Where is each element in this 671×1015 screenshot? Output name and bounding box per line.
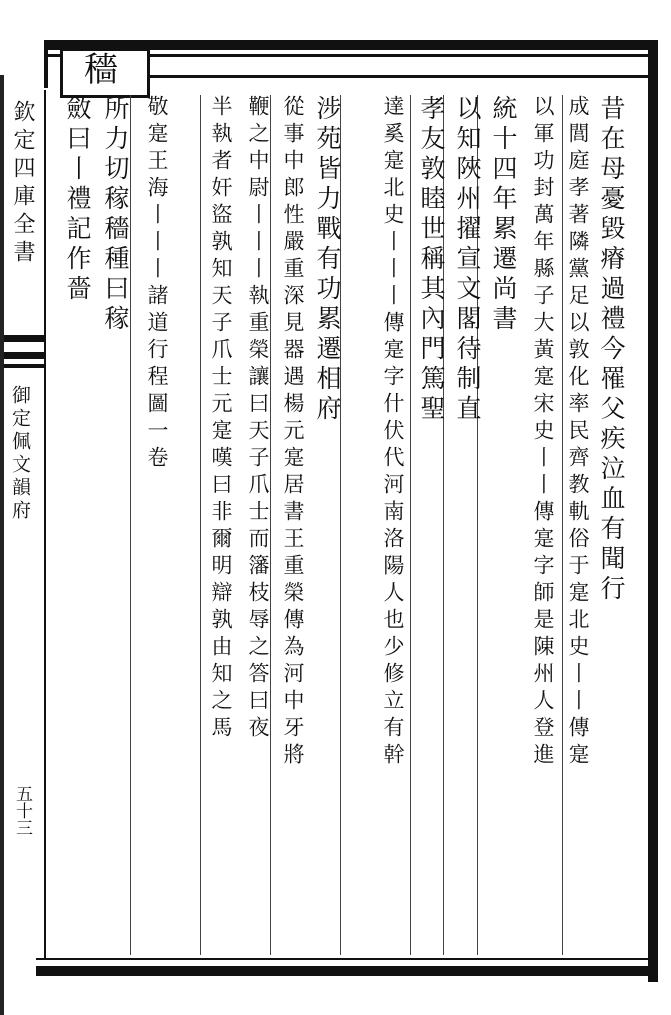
fishtail-mark-bottom bbox=[0, 364, 44, 368]
text-column-8: 涉苑皆力戰有功累遷相府 bbox=[313, 95, 342, 425]
text-column-14: 斂曰丨禮記作嗇 bbox=[63, 95, 92, 305]
text-column-1: 昔在母憂毀瘠過禮今罹父疾泣血有聞行 bbox=[597, 95, 626, 605]
heading-character: 穡 bbox=[84, 50, 118, 90]
column-rule bbox=[200, 95, 201, 955]
text-column-13: 所力切稼穡種曰稼 bbox=[101, 95, 130, 335]
frame-right-border bbox=[648, 40, 658, 982]
text-column-2: 成閭庭孝著隣黨足以敦化率民齊教軌俗于寔北史丨丨傳寔 bbox=[566, 95, 590, 770]
frame-left-stub bbox=[44, 40, 48, 88]
page-number: 五十三 bbox=[12, 785, 32, 836]
margin-divider bbox=[44, 90, 46, 960]
inner-top-rule bbox=[144, 75, 650, 78]
column-rule bbox=[410, 95, 411, 955]
text-column-3: 以軍功封萬年縣子大黃寔宋史丨丨傳寔字師是陳州人登進 bbox=[531, 95, 555, 770]
margin-section-title: 御定佩文韻府 bbox=[9, 385, 31, 523]
text-column-4: 統十四年累遷尚書 bbox=[489, 95, 518, 335]
frame-bottom-inner-border bbox=[36, 958, 648, 960]
text-column-7: 達奚寔北史丨丨丨傳寔字什伏代河南洛陽人也少修立有幹 bbox=[381, 95, 405, 770]
text-column-6: 孝友敦睦世稱其內門篤聖 bbox=[417, 95, 446, 425]
margin-book-title: 欽定四庫全書 bbox=[10, 100, 35, 268]
text-column-9: 從事中郎性嚴重深見器遇楊元寔居書王重榮傳為河中牙將 bbox=[281, 95, 305, 770]
text-column-11: 半執者奸盜孰知天子爪士元寔嘆曰非爾明辯孰由知之馬 bbox=[209, 95, 233, 743]
frame-bottom-border bbox=[36, 966, 658, 976]
text-column-10: 鞭之中尉丨丨丨執重榮讓曰天子爪士而籓枝辱之答曰夜 bbox=[246, 95, 270, 743]
text-column-5: 以知陜州擢宣文閣待制直 bbox=[453, 95, 482, 425]
fishtail-mark-middle bbox=[0, 352, 44, 359]
column-rule bbox=[130, 95, 131, 955]
fishtail-mark-top bbox=[0, 335, 44, 342]
spine-edge bbox=[0, 75, 4, 1015]
text-column-12: 敬寔王海丨丨丨諸道行程圖一卷 bbox=[145, 95, 169, 473]
